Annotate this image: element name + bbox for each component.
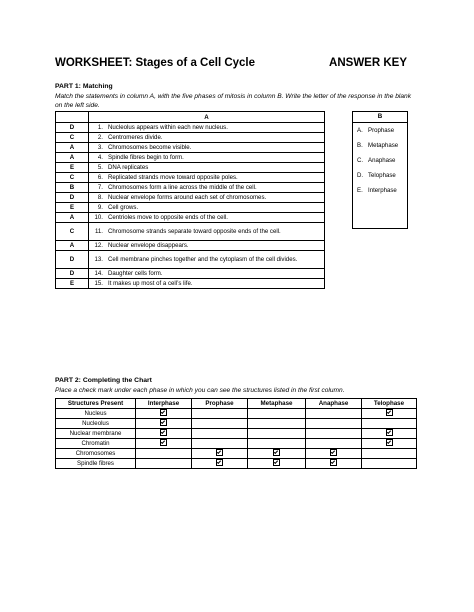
phase-name: Interphase <box>368 187 397 194</box>
chart-row <box>56 419 417 429</box>
phase-name: Prophase <box>368 127 395 134</box>
statement-number: 10. <box>89 213 107 223</box>
checkbox-checked-icon <box>386 429 393 436</box>
phase-letter: C. <box>357 157 364 164</box>
statement-number: 5. <box>89 163 107 173</box>
phase-cell[interactable] <box>306 419 362 429</box>
chart-column-header: Telophase <box>362 399 417 409</box>
phase-name: Anaphase <box>368 157 396 164</box>
answer-cell[interactable]: A <box>56 153 89 163</box>
phase-cell[interactable] <box>306 429 362 439</box>
structure-name: Spindle fibres <box>56 459 136 469</box>
phase-item <box>353 138 407 153</box>
checkbox-checked-icon <box>386 409 393 416</box>
phase-cell[interactable] <box>362 429 417 439</box>
answer-cell[interactable]: C <box>56 133 89 143</box>
matching-row <box>56 251 325 269</box>
statement-number: 8. <box>89 193 107 203</box>
checkbox-checked-icon <box>216 449 223 456</box>
structure-name: Nucleus <box>56 409 136 419</box>
checkbox-checked-icon <box>160 419 167 426</box>
statement-text: Chromosomes become visible. <box>106 143 325 153</box>
phase-item <box>353 153 407 168</box>
statement-number: 15. <box>89 279 107 289</box>
checkbox-checked-icon <box>330 459 337 466</box>
statement-number: 7. <box>89 183 107 193</box>
phase-cell[interactable] <box>248 409 306 419</box>
phase-cell[interactable] <box>306 459 362 469</box>
matching-row <box>56 163 325 173</box>
phase-cell[interactable] <box>362 419 417 429</box>
phase-cell[interactable] <box>136 449 192 459</box>
chart-column-header: Prophase <box>192 399 248 409</box>
statement-text: Daughter cells form. <box>106 269 325 279</box>
answer-cell[interactable]: E <box>56 163 89 173</box>
statement-number: 3. <box>89 143 107 153</box>
matching-table <box>55 111 325 289</box>
matching-row <box>56 269 325 279</box>
checkbox-checked-icon <box>330 449 337 456</box>
phase-cell[interactable] <box>192 459 248 469</box>
chart-row <box>56 439 417 449</box>
phase-cell[interactable] <box>362 439 417 449</box>
structure-name: Nuclear membrane <box>56 429 136 439</box>
matching-row <box>56 223 325 241</box>
phase-item <box>353 183 407 198</box>
checkbox-checked-icon <box>160 409 167 416</box>
phase-letter: A. <box>357 127 363 134</box>
answer-cell[interactable]: C <box>56 223 89 241</box>
phase-cell[interactable] <box>192 429 248 439</box>
phase-letter: E. <box>357 187 363 194</box>
phase-cell[interactable] <box>136 459 192 469</box>
chart-column-header: Metaphase <box>248 399 306 409</box>
structure-name: Nucleolus <box>56 419 136 429</box>
phase-cell[interactable] <box>192 449 248 459</box>
phase-cell[interactable] <box>306 409 362 419</box>
matching-row <box>56 213 325 223</box>
phase-cell[interactable] <box>248 419 306 429</box>
checkbox-checked-icon <box>160 429 167 436</box>
matching-row <box>56 123 325 133</box>
part1-heading: PART 1: Matching <box>55 83 113 90</box>
matching-row <box>56 173 325 183</box>
chart-column-header: Structures Present <box>56 399 136 409</box>
statement-text: Spindle fibres begin to form. <box>106 153 325 163</box>
phase-cell[interactable] <box>362 449 417 459</box>
answer-cell[interactable]: E <box>56 203 89 213</box>
statement-number: 2. <box>89 133 107 143</box>
phase-cell[interactable] <box>192 419 248 429</box>
statement-text: Nucleolus appears within each new nucleus. <box>106 123 325 133</box>
answer-column-header <box>56 112 89 123</box>
chart-row <box>56 449 417 459</box>
worksheet-title: WORKSHEET: Stages of a Cell Cycle <box>55 57 256 69</box>
statement-text: Chromosomes form a line across the middle of the cell. <box>106 183 325 193</box>
chart-row <box>56 429 417 439</box>
checkbox-checked-icon <box>386 439 393 446</box>
chart-column-header: Interphase <box>136 399 192 409</box>
matching-row <box>56 203 325 213</box>
phase-name: Telophase <box>368 172 396 179</box>
statement-text: Centromeres divide. <box>106 133 325 143</box>
part2-heading: PART 2: Completing the Chart <box>55 377 152 384</box>
structure-name: Chromatin <box>56 439 136 449</box>
phase-cell[interactable] <box>248 459 306 469</box>
answer-cell[interactable]: D <box>56 251 89 269</box>
answer-cell[interactable]: A <box>56 143 89 153</box>
phase-cell[interactable] <box>136 419 192 429</box>
statement-number: 14. <box>89 269 107 279</box>
phase-cell[interactable] <box>362 459 417 469</box>
chart-row <box>56 459 417 469</box>
statement-number: 11. <box>89 223 107 241</box>
matching-row <box>56 183 325 193</box>
answer-cell[interactable]: D <box>56 123 89 133</box>
chart-row <box>56 409 417 419</box>
matching-row <box>56 241 325 251</box>
phase-item <box>353 123 407 138</box>
statement-number: 4. <box>89 153 107 163</box>
phase-cell[interactable] <box>362 409 417 419</box>
statement-text: Chromosome strands separate toward opposite ends of the cell. <box>106 223 325 241</box>
column-b-box <box>352 111 408 229</box>
checkbox-checked-icon <box>160 439 167 446</box>
column-a-header: A <box>89 112 325 123</box>
part1-instructions: Match the statements in column A, with the five phases of mitosis in column B. Write the letter of the response in the blank on the left side. <box>55 93 411 109</box>
phase-cell[interactable] <box>192 439 248 449</box>
statement-text: Cell grows. <box>106 203 325 213</box>
answer-key-label: ANSWER KEY <box>329 57 407 69</box>
phase-cell[interactable] <box>136 439 192 449</box>
statement-number: 6. <box>89 173 107 183</box>
phase-cell[interactable] <box>248 449 306 459</box>
answer-cell[interactable]: A <box>56 213 89 223</box>
matching-row <box>56 153 325 163</box>
phase-cell[interactable] <box>136 429 192 439</box>
statement-text: Replicated strands move toward opposite poles. <box>106 173 325 183</box>
phase-letter: B. <box>357 142 363 149</box>
statement-number: 12. <box>89 241 107 251</box>
checkbox-checked-icon <box>216 459 223 466</box>
phase-item <box>353 168 407 183</box>
structures-chart <box>55 398 417 469</box>
structure-name: Chromosomes <box>56 449 136 459</box>
checkbox-checked-icon <box>273 459 280 466</box>
statement-text: It makes up most of a cell’s life. <box>106 279 325 289</box>
statement-number: 1. <box>89 123 107 133</box>
phase-cell[interactable] <box>192 409 248 419</box>
checkbox-checked-icon <box>273 449 280 456</box>
column-b-header: B <box>353 112 407 123</box>
phase-letter: D. <box>357 172 364 179</box>
chart-column-header: Anaphase <box>306 399 362 409</box>
answer-cell[interactable]: B <box>56 183 89 193</box>
answer-cell[interactable]: E <box>56 279 89 289</box>
statement-number: 13. <box>89 251 107 269</box>
answer-cell[interactable]: D <box>56 269 89 279</box>
phase-name: Metaphase <box>368 142 399 149</box>
statement-number: 9. <box>89 203 107 213</box>
statement-text: Nuclear envelope disappears. <box>106 241 325 251</box>
title-row <box>55 57 407 73</box>
matching-row <box>56 279 325 289</box>
phase-cell[interactable] <box>136 409 192 419</box>
part2-instructions: Place a check mark under each phase in which you can see the structures listed in the first column. <box>55 387 345 394</box>
statement-text: Centrioles move to opposite ends of the cell. <box>106 213 325 223</box>
answer-cell[interactable]: C <box>56 173 89 183</box>
matching-row <box>56 193 325 203</box>
statement-text: Nuclear envelope forms around each set of chromosomes. <box>106 193 325 203</box>
phase-cell[interactable] <box>306 439 362 449</box>
answer-cell[interactable]: D <box>56 193 89 203</box>
statement-text: Cell membrane pinches together and the cytoplasm of the cell divides. <box>106 251 325 269</box>
matching-row <box>56 143 325 153</box>
phase-cell[interactable] <box>306 449 362 459</box>
phase-cell[interactable] <box>248 439 306 449</box>
statement-text: DNA replicates <box>106 163 325 173</box>
matching-row <box>56 133 325 143</box>
phase-cell[interactable] <box>248 429 306 439</box>
answer-cell[interactable]: A <box>56 241 89 251</box>
